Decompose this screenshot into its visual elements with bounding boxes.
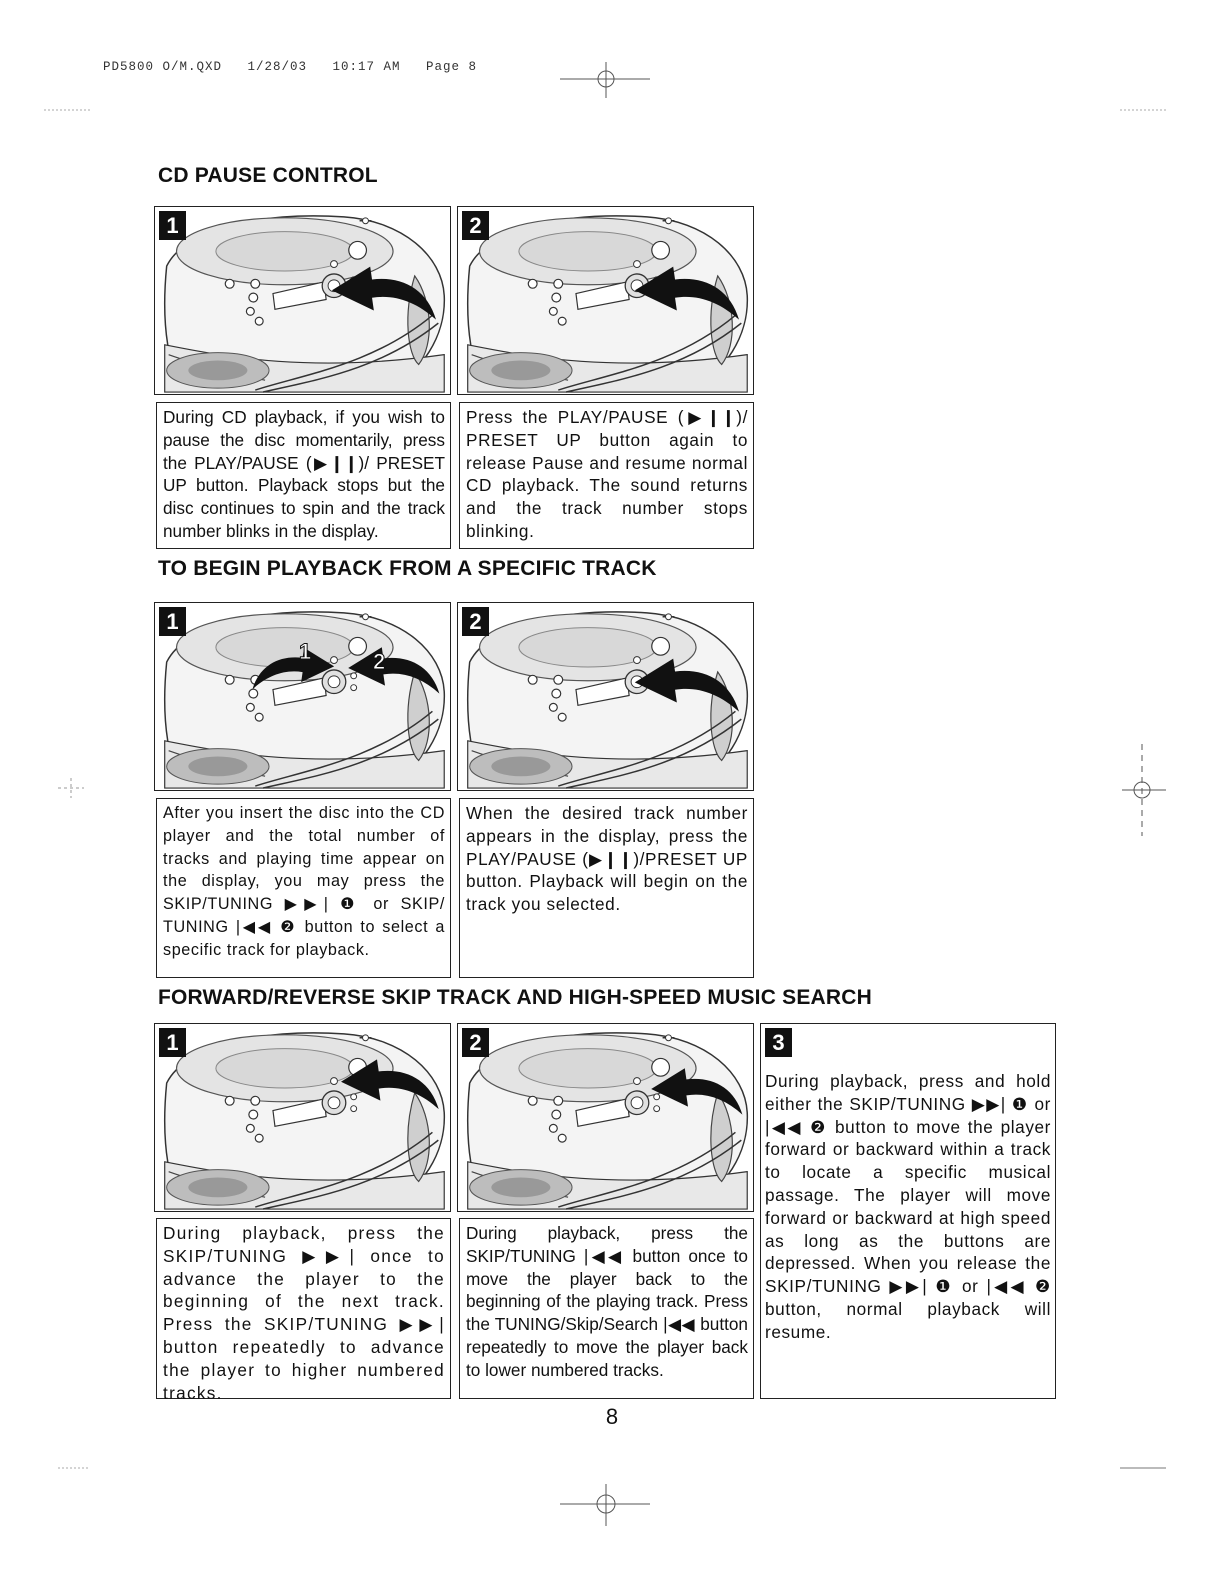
pause-step2-illustration <box>457 206 754 395</box>
track-step2-text: When the desired track number appears in the display, press the PLAY/PAUSE (▶❙❙)/PRESET UP button. Playback will begin on the track you selected. <box>459 798 754 978</box>
print-header: PD5800 O/M.QXD 1/28/03 10:17 AM Page 8 <box>103 60 478 74</box>
crop-mark-top-left <box>44 108 92 112</box>
arrow-pointer-icon <box>327 263 439 327</box>
crop-mark-bottom-left <box>58 1466 88 1470</box>
section-title-pause: CD PAUSE CONTROL <box>158 164 378 187</box>
step-badge: 1 <box>159 211 186 240</box>
track-step2-illustration <box>457 602 754 791</box>
arrow-pointer-icon <box>345 643 441 701</box>
arrow-pointer-icon <box>630 263 742 327</box>
pause-step2-text: Press the PLAY/PAUSE (▶❙❙)/ PRESET UP button again to release Pause and resume normal CD playback. The sound returns and the track number stops blinking. <box>459 402 754 549</box>
arrow-pointer-icon <box>630 655 742 719</box>
skip-step2-illustration <box>457 1023 754 1212</box>
boombox-image <box>155 1024 450 1211</box>
step-badge: 2 <box>462 1028 489 1057</box>
crop-mark-bottom-right <box>1120 1466 1166 1470</box>
skip-step3-text: During playback, press and hold either the SKIP/TUNING ▶▶| ❶ or |◀◀ ❷ button to move the player forward or backward within a track to locate a specific musical passage. The player will move forward or backward at high speed as long as the buttons are depressed. When you release the SKIP/TUNING ▶▶| ❶ or |◀◀ ❷ button, normal playback will resume. <box>765 1071 1051 1342</box>
section-title-track: TO BEGIN PLAYBACK FROM A SPECIFIC TRACK <box>158 557 657 580</box>
skip-step1-illustration <box>154 1023 451 1212</box>
arrow-label: 1 <box>299 639 312 664</box>
registration-mark-left <box>56 776 86 800</box>
pause-step1-text: During CD playback, if you wish to pause the disc momentarily, press the PLAY/PAUSE (▶❙❙)/ PRESET UP button. Playback stops but the disc continues to spin and the track number blinks in the display. <box>156 402 451 549</box>
step-badge: 2 <box>462 607 489 636</box>
track-step1-illustration <box>154 602 451 791</box>
crop-mark-top-right <box>1120 108 1168 112</box>
registration-mark-bottom <box>560 1480 656 1530</box>
arrow-pointer-icon <box>648 1064 744 1122</box>
arrow-pointer-icon <box>337 1056 441 1116</box>
step-badge: 1 <box>159 1028 186 1057</box>
skip-step1-text: During playback, press the SKIP/TUNING ▶▶| once to advance the player to the beginning of the next track. Press the SKIP/TUNING ▶▶| button repeatedly to advance the player to higher numbered tracks. <box>156 1218 451 1399</box>
track-step1-text: After you insert the disc into the CD player and the total number of tracks and playing time appear on the display, you may press the SKIP/TUNING ▶▶| ❶ or SKIP/ TUNING |◀◀ ❷ button to select a specific track for playback. <box>156 798 451 978</box>
arrow-pointer-icon <box>251 641 337 699</box>
page-number: 8 <box>605 1404 619 1429</box>
step-badge: 1 <box>159 607 186 636</box>
registration-mark-right <box>1118 740 1168 840</box>
arrow-label: 2 <box>373 649 386 674</box>
pause-step1-illustration <box>154 206 451 395</box>
skip-step3-panel <box>760 1023 1056 1399</box>
registration-mark-top <box>560 58 656 100</box>
step-badge: 2 <box>462 211 489 240</box>
skip-step2-text: During playback, press the SKIP/TUNING |◀◀ button once to move the player back to the beginning of the playing track. Press the TUNING/Skip/Search |◀◀ button repeatedly to move the player back to lower numbered tracks. <box>459 1218 754 1399</box>
step-badge: 3 <box>765 1028 792 1057</box>
section-title-skip: FORWARD/REVERSE SKIP TRACK AND HIGH-SPEED MUSIC SEARCH <box>158 986 872 1009</box>
